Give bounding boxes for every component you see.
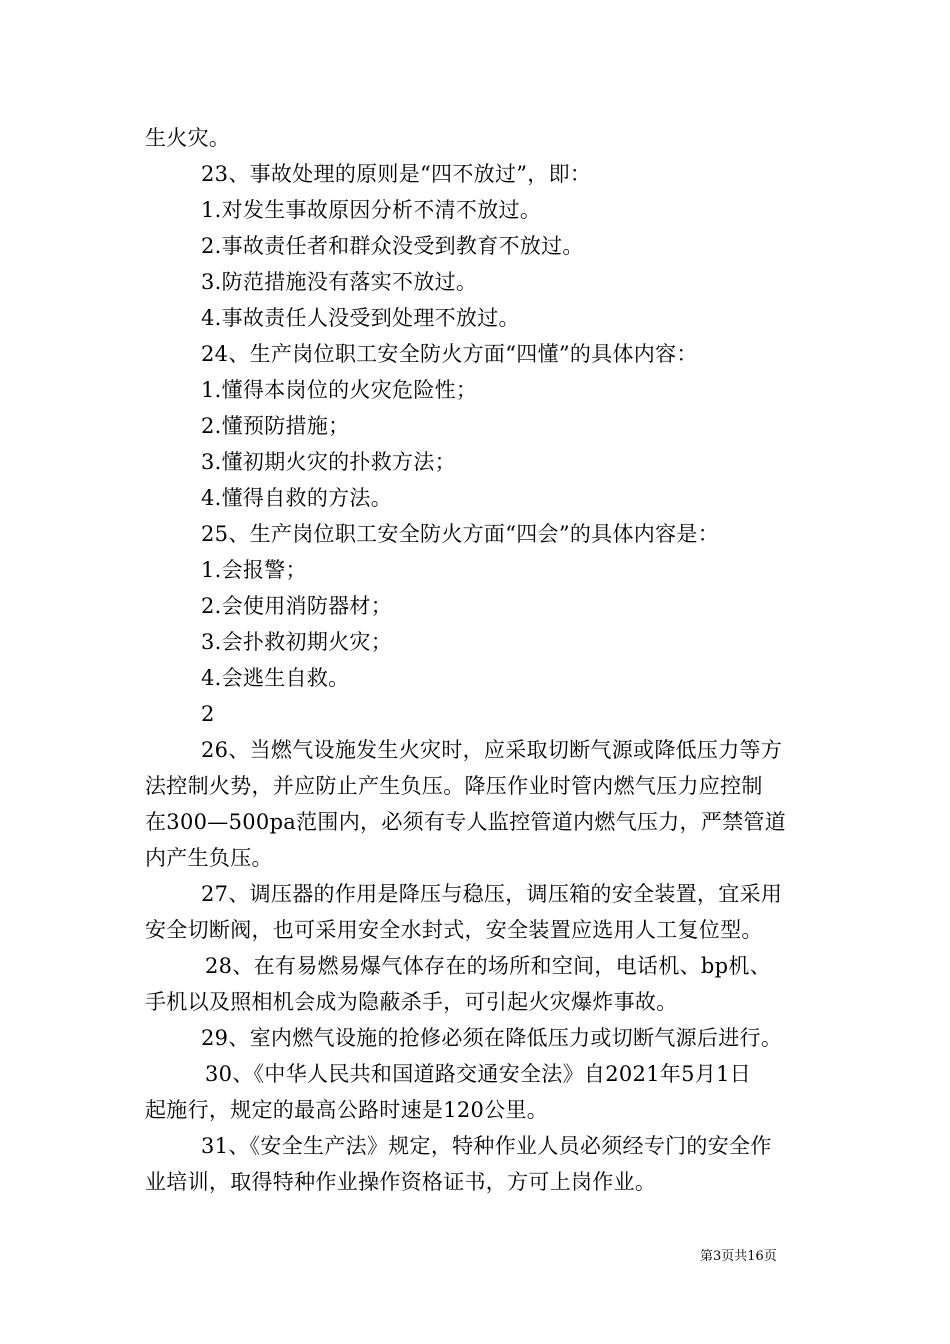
item-26-text: 在300—500pa范围内，必须有专人监控管道内燃气压力，严禁管道 (145, 810, 787, 834)
list-item: 2.懂预防措施； (201, 414, 350, 438)
item-27-text: 安全切断阀，也可采用安全水封式，安全装置应选用人工复位型。 (145, 918, 763, 942)
list-item: 3.防范措施没有落实不放过。 (201, 270, 478, 294)
section-number: 2 (201, 702, 215, 726)
list-item: 2.会使用消防器材； (201, 594, 393, 618)
page-number: 第3页共16页 (700, 1249, 777, 1264)
list-item: 4.事故责任人没受到处理不放过。 (201, 306, 520, 330)
item-28-text: 28、在有易燃易爆气体存在的场所和空间，电话机、bp机、 (205, 954, 772, 978)
list-item: 3.会扑救初期火灾； (201, 630, 393, 654)
list-item: 4.会逃生自救。 (201, 666, 350, 690)
item-26-text: 内产生负压。 (145, 846, 273, 870)
item-26-text: 法控制火势，并应防止产生负压。降压作业时管内燃气压力应控制 (145, 774, 763, 798)
item-31-text: 业培训，取得特种作业操作资格证书，方可上岗作业。 (145, 1170, 657, 1194)
item-29-text: 29、室内燃气设施的抢修必须在降低压力或切断气源后进行。 (201, 1026, 783, 1050)
item-28-text: 手机以及照相机会成为隐蔽杀手，可引起火灾爆炸事故。 (145, 990, 678, 1014)
item-24-heading: 24、生产岗位职工安全防火方面“四懂”的具体内容： (201, 342, 698, 366)
item-30-text: 30、《中华人民共和国道路交通安全法》自2021年5月1日 (205, 1062, 752, 1086)
body-text (145, 120, 810, 1200)
item-30-text: 起施行，规定的最高公路时速是120公里。 (145, 1098, 549, 1122)
list-item: 4.懂得自救的方法。 (201, 486, 393, 510)
list-item: 1.对发生事故原因分析不清不放过。 (201, 198, 542, 222)
list-item: 1.会报警； (201, 558, 307, 582)
item-27-text: 27、调压器的作用是降压与稳压，调压箱的安全装置，宜采用 (201, 882, 783, 906)
list-item: 3.懂初期火灾的扑救方法； (201, 450, 456, 474)
item-26-text: 26、当燃气设施发生火灾时，应采取切断气源或降低压力等方 (201, 738, 783, 762)
list-item: 1.懂得本岗位的火灾危险性； (201, 378, 478, 402)
list-item: 2.事故责任者和群众没受到教育不放过。 (201, 234, 584, 258)
item-31-text: 31、《安全生产法》规定，特种作业人员必须经专门的安全作 (201, 1134, 772, 1158)
text-line: 生火灾。 (145, 126, 231, 150)
item-25-heading: 25、生产岗位职工安全防火方面“四会”的具体内容是： (201, 522, 719, 546)
item-23-heading: 23、事故处理的原则是“四不放过”，即： (201, 162, 592, 186)
